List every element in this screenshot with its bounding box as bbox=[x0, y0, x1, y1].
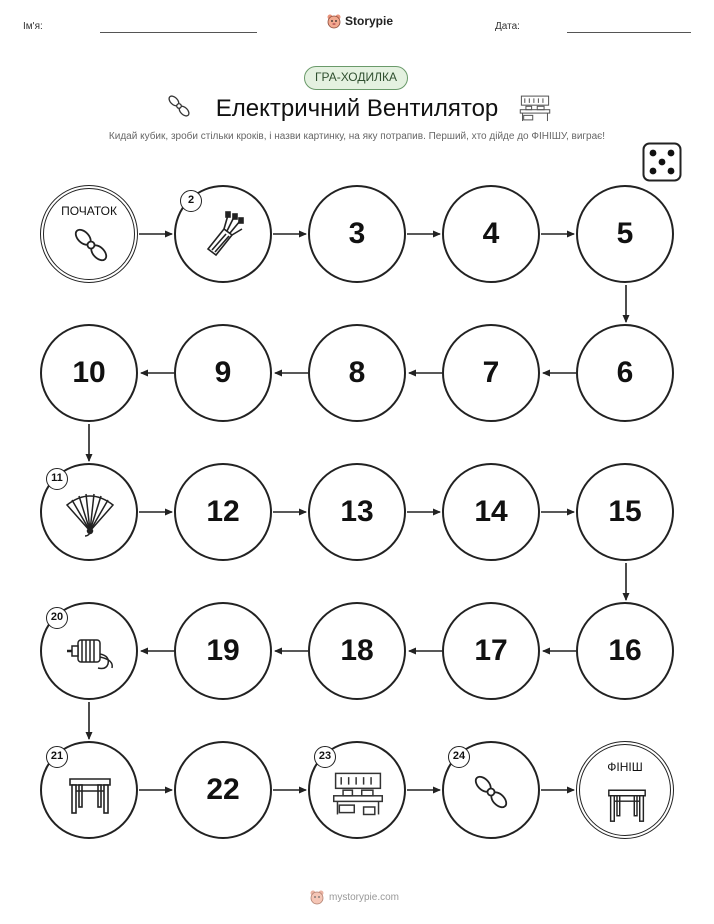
cell-number: 4 bbox=[482, 217, 500, 250]
board-cell-21 bbox=[40, 741, 138, 839]
name-label: Ім'я: bbox=[23, 21, 43, 32]
instructions: Кидай кубик, зроби стільки кроків, і назви картинку, на яку потрапив. Перший, хто дійде до ФІНІШУ, виграє! bbox=[108, 131, 606, 142]
start-label: ПОЧАТОК bbox=[61, 204, 117, 218]
cell-number: 16 bbox=[608, 634, 642, 667]
cell-number: 3 bbox=[348, 217, 366, 250]
cell-number: 15 bbox=[608, 495, 642, 528]
cell-number: 20 bbox=[46, 607, 68, 629]
table-icon bbox=[67, 771, 113, 815]
board-cell-2 bbox=[174, 185, 272, 283]
cell-number: 6 bbox=[616, 356, 634, 389]
cell-number: 2 bbox=[180, 190, 202, 212]
cell-number: 11 bbox=[46, 468, 68, 490]
cell-number: 5 bbox=[616, 217, 634, 250]
board-cell-23 bbox=[308, 741, 406, 839]
board-cell-4 bbox=[442, 185, 540, 283]
cell-number: 18 bbox=[340, 634, 374, 667]
board-cell-start bbox=[40, 185, 138, 283]
cell-number: 22 bbox=[206, 773, 240, 806]
fan-propeller-icon bbox=[71, 225, 111, 265]
fan-propeller-icon bbox=[471, 772, 511, 812]
cell-number: 9 bbox=[214, 356, 232, 389]
cell-number: 7 bbox=[482, 356, 500, 389]
cell-number: 14 bbox=[474, 495, 508, 528]
table-icon bbox=[606, 783, 648, 823]
footer bbox=[309, 889, 399, 905]
board-cell-16 bbox=[576, 602, 674, 700]
board-cell-17 bbox=[442, 602, 540, 700]
date-label: Дата: bbox=[495, 21, 520, 32]
cell-number: 21 bbox=[46, 746, 68, 768]
cell-number: 19 bbox=[206, 634, 240, 667]
cell-number: 17 bbox=[474, 634, 508, 667]
wires-icon bbox=[202, 209, 246, 257]
brand-name: Storypie bbox=[345, 14, 394, 28]
board-cell-11 bbox=[40, 463, 138, 561]
storypie-mascot-icon bbox=[309, 889, 325, 905]
hand-fan-icon bbox=[64, 491, 116, 537]
footer-link[interactable]: mystorypie.com bbox=[329, 891, 400, 903]
cell-number: 10 bbox=[72, 356, 106, 389]
cell-number: 24 bbox=[448, 746, 470, 768]
cell-number: 12 bbox=[206, 495, 240, 528]
board-cell-8 bbox=[308, 324, 406, 422]
board-cell-12 bbox=[174, 463, 272, 561]
board-cell-5 bbox=[576, 185, 674, 283]
board-cell-15 bbox=[576, 463, 674, 561]
board-cell-10 bbox=[40, 324, 138, 422]
cell-number: 8 bbox=[348, 356, 366, 389]
board-cell-7 bbox=[442, 324, 540, 422]
board-cell-18 bbox=[308, 602, 406, 700]
electric-motor-icon bbox=[66, 632, 116, 672]
cell-number: 13 bbox=[340, 495, 374, 528]
board-cell-finish bbox=[576, 741, 674, 839]
board-cell-20 bbox=[40, 602, 138, 700]
board-cell-6 bbox=[576, 324, 674, 422]
page-title: Електричний Вентилятор bbox=[215, 95, 499, 122]
cell-number: 23 bbox=[314, 746, 336, 768]
board-cell-14 bbox=[442, 463, 540, 561]
workshop-icon bbox=[330, 767, 386, 819]
game-type-badge: ГРА-ХОДИЛКА bbox=[304, 66, 408, 90]
board-cell-9 bbox=[174, 324, 272, 422]
board-cell-19 bbox=[174, 602, 272, 700]
board-cell-3 bbox=[308, 185, 406, 283]
board-cell-24 bbox=[442, 741, 540, 839]
finish-label: ФІНІШ bbox=[607, 760, 643, 774]
board-cell-22 bbox=[174, 741, 272, 839]
board-cell-13 bbox=[308, 463, 406, 561]
